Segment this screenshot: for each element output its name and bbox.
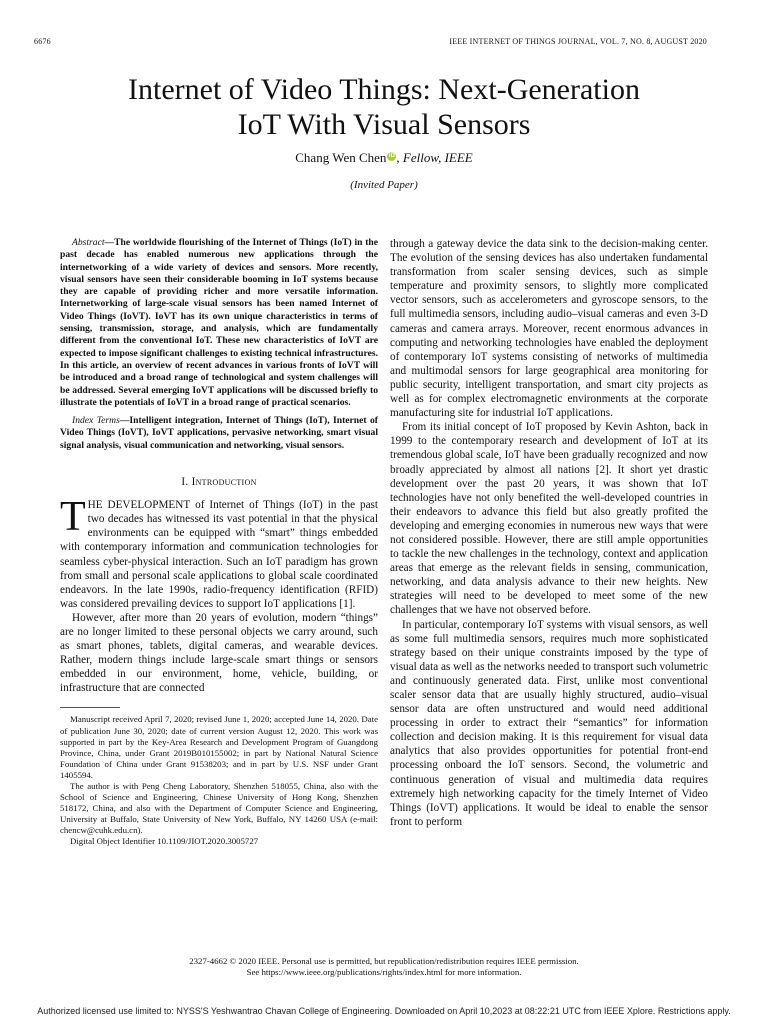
left-column <box>60 237 378 848</box>
footnote-author-info: The author is with Peng Cheng Laboratory, Shenzhen 518055, China, also with the School of Science and Engineering, Chinese University of Hong Kong, Shenzhen 518172, China, and also with the Department of Computer Science and Engineering, University at Buffalo, State University of New York, Buffalo, NY 14260 USA (e-mail: chencw@cuhk.edu.cn). <box>60 781 378 836</box>
section-numeral: I. <box>181 476 192 489</box>
right-paragraph-3: In particular, contemporary IoT systems with visual sensors, as well as some full multimedia sensors, requires much more sophisticated strategy based on their unique constraints imposed by the type of visual data as well as the networks needed to transport such volumetric and continuously generated data. First, unlike most conventional scaler sensor data that are usually highly structured, audio–visual sensor data are often unstructured and would need additional processing in order to extract their “semantics” for information collection and decision making. It is this requirement for visual data analytics that also provides opportunities for potential front-end processing onboard the IoT sensors. Second, the volumetric and continuous generation of visual and multimedia data requires extremely high networking capacity for the timely Internet of Video Things (IoVT) applications. It would be ideal to enable the sensor front to perform <box>390 618 708 828</box>
right-paragraph-2: From its initial concept of IoT proposed by Kevin Ashton, back in 1999 to the contemporary research and development of IoT at its tremendous global scale, IoT have been gradually recognized and now broadly appreciated by almost all nations [2]. It short yet drastic development over the past 20 years, it was shown that IoT technologies have not only benefited the well-developed countries in their endeavors to advance this field but also greatly profited the developing and emerging economies in numerous new ways that were not considered possible. However, there are still ample opportunities to tackle the new challenges in the technology, context and application areas that emerge as the relevant fields in sensing, communication, networking, and data analysis advance to their new heights. New strategies will need to be developed to meet some of the new challenges that we have not observed before. <box>390 421 708 617</box>
license-access-note: Authorized licensed use limited to: NYSS'S Yeshwantrao Chavan College of Engineering. Downloaded on April 10,2023 at 08:22:21 UTC from IEEE Xplore. Restrictions apply. <box>37 1006 731 1016</box>
section-heading <box>60 475 378 489</box>
running-header <box>34 37 707 49</box>
abstract <box>60 237 378 409</box>
title-line-1: Internet of Video Things: Next-Generation <box>128 73 640 106</box>
abstract-text: —The worldwide flourishing of the Internet of Things (IoT) in the past decade has enabled numerous new applications through the internetworking of a wide variety of devices and sensors. More recently, visual sensors have seen their considerable booming in IoT systems because they are capable of providing richer and more versatile information. Internetworking of large-scale visual sensors has been named Internet of Video Things (IoVT). IoVT has its own unique characteristics in terms of sensing, transmission, storage, and analysis, which are fundamentally different from the conventional IoT. These new characteristics of IoVT are expected to impose significant challenges to existing technical infrastructures. In this article, an overview of recent advances in various fronts of IoVT will be introduced and a broad range of technological and system challenges will be addressed. Several emerging IoVT applications will be discussed briefly to illustrate the potentials of IoVT in a broad range of practical scenarios. <box>60 237 378 408</box>
intro-p1-text: of Internet of Things (IoT) in the past two decades has witnessed its vast potential in that the physical environments can be equipped with “smart” things embedded with contemporary information and communication technologies for seamless cyber-physical interaction. Such an IoT paradigm has grown from small and personal scale applications to global scale coordinated endeavors. In the late 1990s, radio-frequency identification (RFID) was considered prevailing devices to support IoT applications [1]. <box>60 499 378 610</box>
title-line-2: IoT With Visual Sensors <box>237 108 531 141</box>
intro-paragraph-2: However, after more than 20 years of evolution, modern “things” are no longer limited to these personal objects we carry around, such as smart phones, tablets, digital cameras, and wearable devices. Rather, modern things include large-scale smart things or sensors embedded in our environment, home, vehicle, building, or infrastructure that are connected <box>60 611 378 695</box>
right-column <box>390 237 708 829</box>
index-terms-text: —Intelligent integration, Internet of Things (IoT), Internet of Video Things (IoVT), IoVT applications, pervasive networking, smart visual signal analysis, visual communication and networking, visual sensors. <box>60 415 378 451</box>
copyright-notice <box>0 956 768 978</box>
index-terms-label: Index Terms <box>72 415 120 427</box>
lead-words: HE DEVELOPMENT <box>87 499 191 512</box>
copyright-line-2: See https://www.ieee.org/publications/rights/index.html for more information. <box>246 967 522 977</box>
journal-citation: IEEE INTERNET OF THINGS JOURNAL, VOL. 7, NO. 8, AUGUST 2020 <box>449 37 707 46</box>
author-line: Chang Wen Chen iD , Fellow, IEEE <box>295 150 473 165</box>
copyright-line-1: 2327-4662 © 2020 IEEE. Personal use is permitted, but republication/redistribution requires IEEE permission. <box>189 956 579 966</box>
author-affiliation: Fellow, IEEE <box>402 150 473 165</box>
footnote-doi: Digital Object Identifier 10.1109/JIOT.2020.3005727 <box>70 836 259 847</box>
author-name: Chang Wen Chen <box>295 150 387 165</box>
footnote-received: Manuscript received April 7, 2020; revised June 1, 2020; accepted June 14, 2020. Date of publication June 30, 2020; date of current version August 12, 2020. This work was supported in part by the Key-Area Research and Development Program of Guangdong Province, China, under Grant 2019B010155002; in part by National Natural Science Foundation of China under Grant 91538203; and in part by U.S. NSF under Grant 1405594. <box>60 714 378 780</box>
orcid-icon[interactable]: iD <box>388 153 395 159</box>
right-paragraph-1: through a gateway device the data sink to the decision-making center. The evolution of the sensing devices has also undertaken fundamental transformation from scaler sensing devices, such as simple temperature and proximity sensors, to slightly more complicated vector sensors, such as accelerometers and gyroscope sensors, to the full multimedia sensors, including audio–visual cameras and even 3-D cameras and camera arrays. Moreover, recent enormous advances in computing and networking technologies have enabled the deployment of contemporary IoT systems consisting of networks of multimedia and multimodal sensors for large geographical area monitoring for public security, intelligent transportation, and smart city projects as well as for complex electromagnetic environments at the corporate manufacturing site for industrial IoT applications. <box>390 238 708 420</box>
abstract-label: Abstract <box>72 237 105 248</box>
index-terms <box>60 415 378 452</box>
intro-paragraph-1 <box>60 494 378 611</box>
drop-cap: T <box>60 494 86 541</box>
footnotes <box>60 714 378 847</box>
footnote-divider <box>60 707 120 708</box>
invited-paper-note: (Invited Paper) <box>350 179 418 191</box>
section-title: Introduction <box>191 476 257 489</box>
page-number: 6676 <box>34 37 51 46</box>
paper-title <box>60 72 708 142</box>
